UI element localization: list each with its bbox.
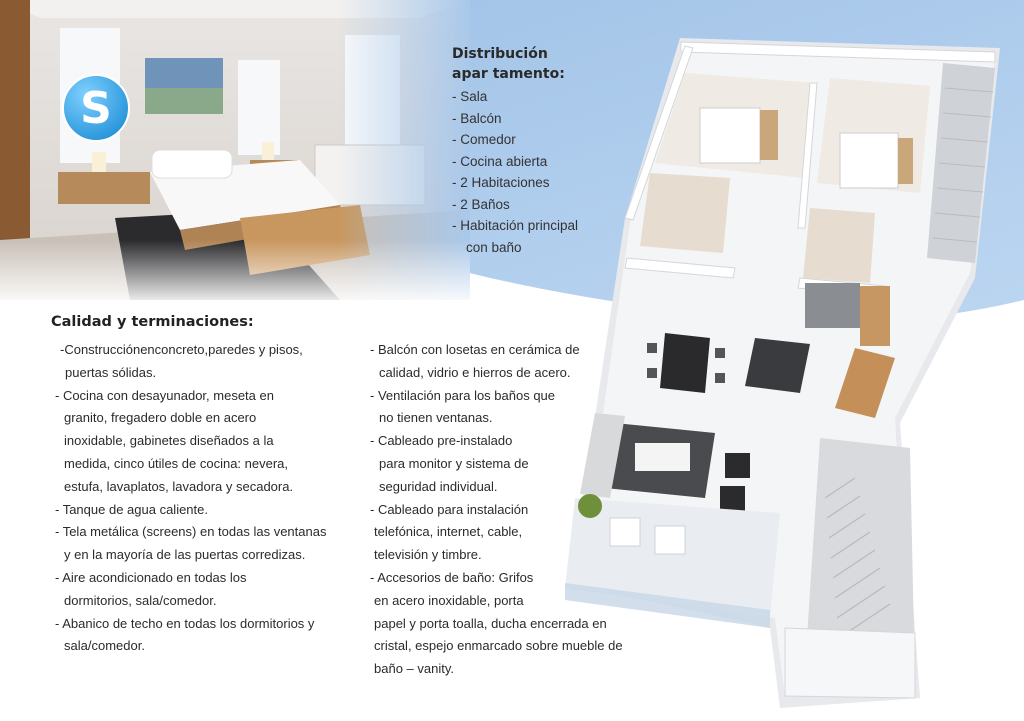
quality-line: - Cableado para instalación: [370, 501, 529, 517]
quality-title: Calidad y terminaciones:: [51, 314, 254, 330]
quality-line: inoxidable, gabinetes diseñados a la: [64, 433, 274, 449]
quality-line: - Cableado pre-instalado: [370, 433, 513, 449]
quality-line: estufa, lavaplatos, lavadora y secadora.: [64, 478, 294, 494]
quality-right-column: [370, 339, 645, 681]
distribution-item: - Balcón: [452, 110, 502, 126]
distribution-item: - Cocina abierta: [452, 153, 548, 169]
quality-line: - Abanico de techo en todas los dormitorios y: [55, 615, 315, 631]
distribution-list: [452, 86, 622, 258]
distribution-item: - 2 Habitaciones: [452, 175, 550, 190]
quality-line: - Aire acondicionado en todas los: [55, 569, 247, 585]
distribution-item: - Habitación principal: [452, 218, 579, 233]
quality-line: seguridad individual.: [379, 478, 498, 494]
quality-line: medida, cinco útiles de cocina: nevera,: [64, 455, 289, 471]
quality-line: - Tanque de agua caliente.: [55, 501, 208, 517]
distribution-item: - Sala: [452, 89, 488, 104]
company-logo: [60, 72, 132, 144]
quality-line: dormitorios, sala/comedor.: [64, 592, 217, 608]
quality-line: granito, fregadero doble en acero: [64, 410, 257, 426]
quality-line: - Tela metálica (screens) en todas las ventanas: [55, 524, 327, 540]
quality-line: puertas sólidas.: [65, 364, 157, 380]
quality-line: - Balcón con losetas en cerámica de: [370, 342, 580, 357]
quality-line: - Accesorios de baño: Grifos: [370, 569, 534, 585]
quality-left-column: [55, 339, 355, 658]
distribution-title-line2: apar tamento:: [452, 66, 565, 82]
quality-line: baño – vanity.: [374, 661, 454, 677]
quality-line: cristal, espejo enmarcado sobre mueble de: [374, 638, 623, 654]
distribution-title-line1: Distribución: [452, 46, 548, 62]
quality-line: papel y porta toalla, ducha encerrada en: [374, 615, 607, 631]
quality-line: para monitor y sistema de: [379, 455, 529, 471]
quality-line: sala/comedor.: [64, 638, 145, 654]
quality-line: calidad, vidrio e hierros de acero.: [379, 364, 571, 380]
distribution-section: [452, 44, 622, 258]
quality-line: televisión y timbre.: [374, 547, 482, 563]
quality-line: telefónica, internet, cable,: [374, 524, 523, 540]
quality-line: y en la mayoría de las puertas corredizas.: [64, 547, 306, 563]
quality-line: - Ventilación para los baños que: [370, 387, 556, 403]
quality-line: en acero inoxidable, porta: [374, 592, 524, 608]
quality-line: -Construcciónenconcreto,paredes y pisos,: [60, 342, 303, 357]
bedroom-photo: [0, 0, 470, 300]
logo-letter: S: [80, 83, 112, 134]
quality-line: no tienen ventanas.: [379, 410, 493, 426]
distribution-item-continuation: con baño: [466, 239, 522, 255]
quality-line: - Cocina con desayunador, meseta en: [55, 387, 274, 403]
distribution-item: - Comedor: [452, 132, 516, 147]
distribution-item: - 2 Baños: [452, 196, 510, 212]
